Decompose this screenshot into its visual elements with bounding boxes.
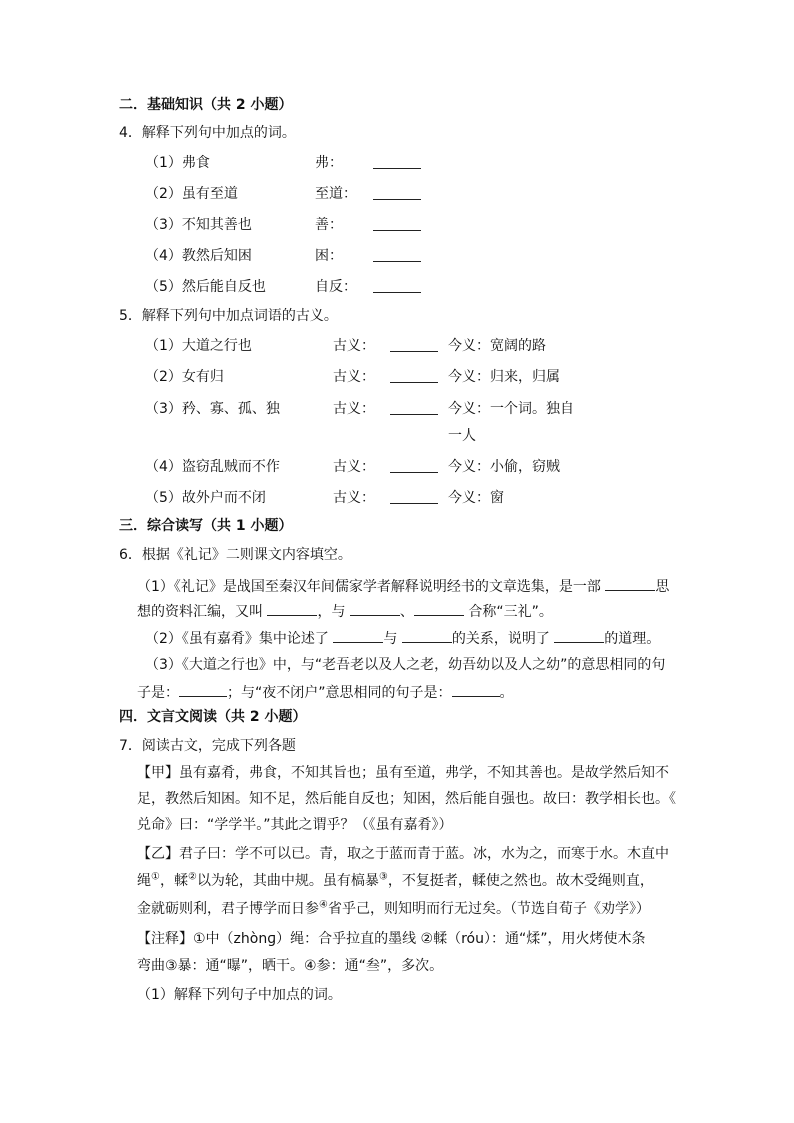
- section-heading-2: 二．基础知识（共 2 小题）: [119, 97, 293, 113]
- passage-jia-line-1: 【甲】虽有嘉肴，弗食，不知其旨也；虽有至道，弗学，不知其善也。是故学然后知不: [137, 765, 669, 781]
- q4-word-3: 善：: [315, 217, 343, 233]
- q4-word-5: 自反：: [315, 279, 357, 295]
- q4-answer-blank-1[interactable]: [373, 154, 421, 169]
- q5-item-3: （3）矜、寡、孤、独: [145, 401, 280, 417]
- q6-blank-8[interactable]: [179, 682, 227, 697]
- q5-gu-label-1: 古义：: [333, 338, 375, 354]
- q4-item-4: （4）教然后知困: [145, 248, 252, 264]
- q5-answer-blank-1[interactable]: [390, 337, 438, 352]
- q4-item-3: （3）不知其善也: [145, 217, 252, 233]
- q6-p3-text-c: ；与“夜不闭户”意思相同的句子是：: [227, 685, 452, 701]
- q6-p1-text-e: 、: [399, 604, 414, 620]
- q5-item-5: （5）故外户而不闭: [145, 490, 266, 506]
- question-6-stem: 6．根据《礼记》二则课文内容填空。: [119, 547, 352, 563]
- q6-blank-2[interactable]: [267, 601, 317, 616]
- passage-yi-line-3: [137, 900, 650, 918]
- notes-line-2: 弯曲③暴：通“曝”，晒干。④参：通“叁”，多次。: [137, 958, 444, 974]
- q5-jin-3-cont: 一人: [448, 428, 476, 444]
- section-heading-3: 三．综合读写（共 1 小题）: [119, 518, 293, 534]
- q5-answer-blank-4[interactable]: [390, 458, 438, 473]
- notes-line-1: 【注释】①中（zhònɡ）绳：合乎拉直的墨线 ②輮（róu）：通“煣”，用火烤使木条: [137, 931, 646, 947]
- q5-jin-5: 今义：窗: [448, 490, 504, 506]
- q6-paragraph-3-line-2: [137, 682, 514, 702]
- q6-blank-3[interactable]: [350, 601, 400, 616]
- q6-p3-text-b: 子是：: [137, 685, 179, 701]
- q5-jin-2: 今义：归来，归属: [448, 369, 560, 385]
- footnote-marker-4: ④: [319, 899, 328, 911]
- q5-item-4: （4）盗窃乱贼而不作: [145, 459, 280, 475]
- q5-answer-blank-3[interactable]: [390, 400, 438, 415]
- q4-item-1: （1）弗食: [145, 155, 210, 171]
- q5-jin-1: 今义：宽阔的路: [448, 338, 546, 354]
- q6-blank-6[interactable]: [402, 628, 452, 643]
- q4-word-4: 困：: [315, 248, 343, 264]
- q4-word-2: 至道：: [315, 186, 357, 202]
- q6-p1-text-d: ，与: [317, 604, 346, 620]
- q6-paragraph-1-line-2: [137, 601, 553, 621]
- footnote-marker-2: ②: [187, 871, 197, 883]
- q6-paragraph-1-line-1: [137, 576, 669, 596]
- q6-p1-text-b: 思: [655, 579, 670, 595]
- q6-blank-1[interactable]: [605, 576, 655, 591]
- q5-jin-4: 今义：小偷，窃贼: [448, 459, 560, 475]
- q5-gu-label-2: 古义：: [333, 369, 375, 385]
- q4-answer-blank-2[interactable]: [373, 185, 421, 200]
- q7-subquestion-1: （1）解释下列句子中加点的词。: [137, 987, 342, 1003]
- q6-paragraph-3-line-1: （3）《大道之行也》中，与“老吾老以及人之老，幼吾幼以及人之幼”的意思相同的句: [145, 657, 666, 673]
- q6-p1-text-c: 想的资料汇编，又叫: [137, 604, 263, 620]
- q6-p2-text-b: 与: [383, 631, 398, 647]
- q6-p1-text-f: 合称“三礼”。: [468, 604, 553, 620]
- q6-p3-text-d: 。: [499, 685, 514, 701]
- q5-jin-3: 今义：一个词。独自: [448, 401, 574, 417]
- q6-blank-9[interactable]: [452, 682, 500, 697]
- footnote-marker-3: ③: [378, 871, 388, 883]
- yi-l2-c: 以为轮，其曲中规。虽有槁暴: [196, 873, 379, 889]
- q6-p2-text-d: 的道理。: [604, 631, 661, 647]
- q5-gu-label-4: 古义：: [333, 459, 375, 475]
- q4-answer-blank-3[interactable]: [373, 216, 421, 231]
- passage-jia-line-2: 足，教然后知困。知不足，然后能自反也；知困，然后能自强也。故曰：教学相长也。《: [137, 791, 676, 807]
- q6-blank-7[interactable]: [554, 628, 604, 643]
- q4-word-1: 弗：: [315, 155, 343, 171]
- question-4-stem: 4．解释下列句中加点的词。: [119, 125, 296, 141]
- q4-item-5: （5）然后能自反也: [145, 279, 266, 295]
- q5-answer-blank-2[interactable]: [390, 368, 438, 383]
- q6-blank-4[interactable]: [414, 601, 464, 616]
- section-heading-4: 四．文言文阅读（共 2 小题）: [119, 709, 307, 725]
- yi-l2-b: ，輮: [159, 873, 188, 889]
- yi-l3-a: 金就砺则利，君子博学而日参: [137, 901, 319, 917]
- q5-answer-blank-5[interactable]: [390, 489, 438, 504]
- passage-jia-line-3: 兑命》曰：“学学半。”其此之谓乎？（《虽有嘉肴》）: [137, 817, 453, 833]
- q6-blank-5[interactable]: [333, 628, 383, 643]
- q5-gu-label-5: 古义：: [333, 490, 375, 506]
- passage-yi-line-2: [137, 872, 654, 890]
- yi-l2-a: 绳: [137, 873, 151, 889]
- q6-p1-text-a: （1）《礼记》是战国至秦汉年间儒家学者解释说明经书的文章选集，是一部: [137, 579, 601, 595]
- question-7-stem: 7．阅读古文，完成下列各题: [119, 738, 296, 754]
- yi-l2-d: ，不复挺者，輮使之然也。故木受绳则直，: [387, 873, 654, 889]
- footnote-marker-1: ①: [151, 871, 160, 883]
- q4-item-2: （2）虽有至道: [145, 186, 238, 202]
- q5-gu-label-3: 古义：: [333, 401, 375, 417]
- q6-p2-text-c: 的关系，说明了: [451, 631, 550, 647]
- passage-yi-line-1: 【乙】君子曰：学不可以已。青，取之于蓝而青于蓝。冰，水为之，而寒于水。木直中: [137, 846, 669, 862]
- q5-item-2: （2）女有归: [145, 369, 224, 385]
- q6-p2-text-a: （2）《虽有嘉肴》集中论述了: [145, 631, 329, 647]
- q4-answer-blank-4[interactable]: [373, 247, 421, 262]
- yi-l3-b: 省乎己，则知明而行无过矣。（节选自荀子《劝学》）: [327, 901, 650, 917]
- q5-item-1: （1）大道之行也: [145, 338, 252, 354]
- q4-answer-blank-5[interactable]: [373, 278, 421, 293]
- q6-paragraph-2: [145, 628, 660, 648]
- question-5-stem: 5．解释下列句中加点词语的古义。: [119, 308, 338, 324]
